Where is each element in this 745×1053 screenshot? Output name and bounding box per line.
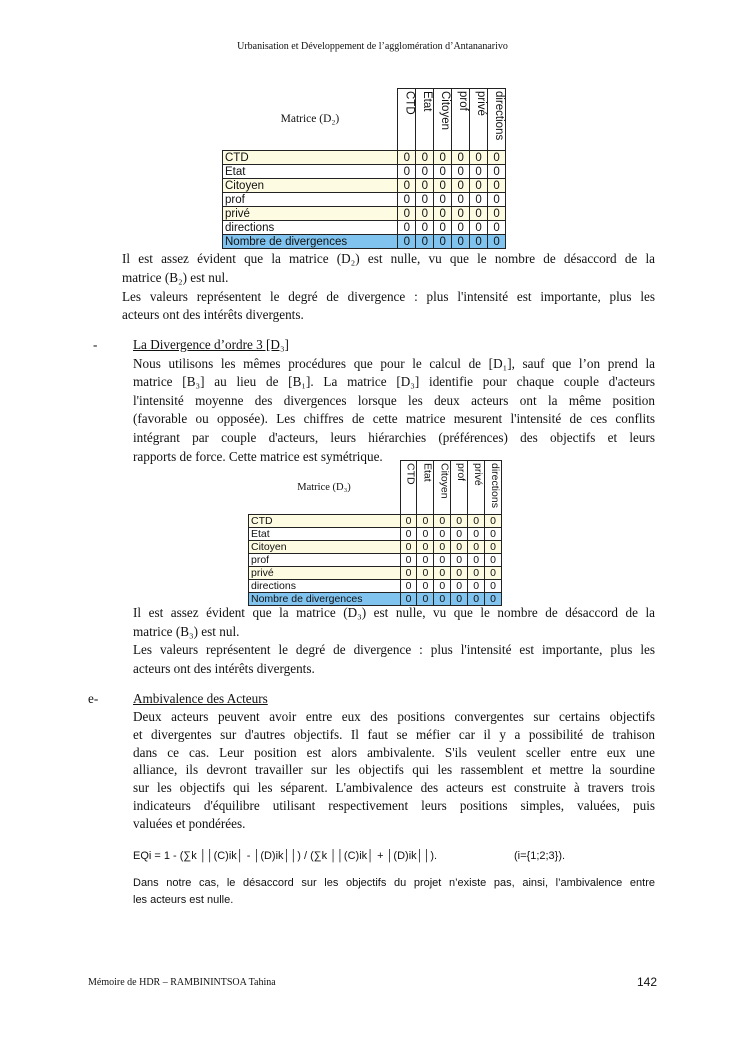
matrix-cell: 0 [416, 235, 434, 249]
matrix-cell: 0 [434, 151, 452, 165]
matrix-row [223, 235, 506, 249]
matrix-cell: 0 [400, 554, 417, 567]
bullet: e- [88, 691, 99, 706]
matrix-cell: 0 [434, 179, 452, 193]
text-line: Nous utilisons les mêmes procédures que pour le calcul de [D₁], sauf que l’on prend la [133, 355, 655, 371]
matrix-cell: 0 [485, 515, 502, 528]
matrix-cell: 0 [470, 221, 488, 235]
column-header: directions [488, 89, 506, 151]
text-line: matrice (B₂) est nul. [122, 269, 229, 285]
matrix-cell: 0 [434, 165, 452, 179]
matrix-cell: 0 [451, 554, 468, 567]
matrix-cell: 0 [398, 179, 416, 193]
row-label: directions [223, 221, 398, 235]
row-label: Etat [249, 528, 401, 541]
text-line: Deux acteurs peuvent avoir entre eux des positions convergentes sur certains objectifs [133, 709, 655, 724]
row-label: Etat [223, 165, 398, 179]
matrix-cell: 0 [417, 528, 434, 541]
text-line: Il est assez évident que la matrice (D₂) est nulle, vu que le nombre de désaccord de la [122, 251, 655, 266]
conclusion-line: Dans notre cas, le désaccord sur les objectifs du projet n’existe pas, ainsi, l’ambivalence entre [133, 877, 655, 889]
matrix-title: Matrice (D₂) [280, 113, 340, 126]
matrix-cell: 0 [400, 593, 417, 606]
matrix-row [223, 165, 506, 179]
text-line: l'intensité moyenne des divergences lorsque les deux acteurs ont la même position [133, 392, 655, 408]
text-line: alliance, ils devront travailler sur les objectifs qui les rassemblent et mettre la sourdine [133, 762, 655, 778]
matrix-cell: 0 [434, 554, 451, 567]
matrix-row [249, 593, 502, 606]
matrix-cell: 0 [417, 515, 434, 528]
matrix-cell: 0 [416, 193, 434, 207]
text-line: matrice [B₃] au lieu de [B₁]. La matrice [D₃] identifie pour chaque couple d'acteurs [133, 374, 655, 390]
matrix-cell: 0 [488, 235, 506, 249]
matrix-cell: 0 [417, 541, 434, 554]
matrix-cell: 0 [468, 541, 485, 554]
matrix-cell: 0 [488, 151, 506, 165]
page-number: 142 [637, 975, 658, 989]
matrix-row [249, 515, 502, 528]
section-heading: Ambivalence des Acteurs [133, 691, 268, 706]
matrix-cell: 0 [485, 528, 502, 541]
matrix-cell: 0 [452, 221, 470, 235]
matrix-cell: 0 [451, 541, 468, 554]
matrix-cell: 0 [451, 567, 468, 580]
matrix-row [249, 554, 502, 567]
text-line: intégrant par couple d'acteurs, leurs hiérarchies (préférences) des objectifs et leurs [133, 429, 655, 445]
matrix-cell: 0 [434, 593, 451, 606]
matrix-cell: 0 [470, 207, 488, 221]
bullet: - [93, 337, 98, 352]
formula: EQi = 1 - (∑k ││(C)ik│ - │(D)ik││) / (∑k ││(C)ik│ + │(D)ik││). [133, 850, 438, 862]
running-header: Urbanisation et Développement de l’agglomération d’Antananarivo [237, 41, 508, 52]
column-header: Citoyen [434, 89, 452, 151]
matrix-cell: 0 [451, 593, 468, 606]
matrix-cell: 0 [417, 580, 434, 593]
row-label: Nombre de divergences [249, 593, 401, 606]
matrix-cell: 0 [452, 165, 470, 179]
matrix-cell: 0 [398, 235, 416, 249]
matrix-cell: 0 [452, 207, 470, 221]
matrix-cell: 0 [400, 528, 417, 541]
matrix-cell: 0 [485, 554, 502, 567]
matrix-cell: 0 [417, 554, 434, 567]
matrix-cell: 0 [468, 515, 485, 528]
row-label: privé [249, 567, 401, 580]
matrix-cell: 0 [488, 221, 506, 235]
matrix-row [223, 151, 506, 165]
matrix-cell: 0 [452, 179, 470, 193]
matrix-cell: 0 [398, 165, 416, 179]
matrix-cell: 0 [417, 567, 434, 580]
row-label: directions [249, 580, 401, 593]
matrix-cell: 0 [485, 593, 502, 606]
row-label: CTD [249, 515, 401, 528]
matrix-cell: 0 [417, 593, 434, 606]
formula-index: (i={1;2;3}). [514, 850, 566, 862]
matrix-row [223, 179, 506, 193]
matrix-cell: 0 [468, 528, 485, 541]
column-header: Etat [416, 89, 434, 151]
text-line: rapports de force. Cette matrice est symétrique. [133, 448, 383, 464]
matrix-cell: 0 [452, 235, 470, 249]
column-header: privé [470, 89, 488, 151]
text-line: dans ce cas. Leur position est alors ambivalente. S'ils veulent sceller entre eux une [133, 744, 655, 760]
matrix-cell: 0 [451, 580, 468, 593]
matrix-cell: 0 [434, 528, 451, 541]
row-label: prof [249, 554, 401, 567]
text-line: matrice (B₃) est nul. [133, 623, 240, 639]
matrix-d3-table [248, 460, 502, 606]
section-heading: La Divergence d’ordre 3 [D₃] [133, 337, 289, 352]
column-header: Etat [417, 461, 434, 515]
matrix-cell: 0 [485, 541, 502, 554]
footer-author: Mémoire de HDR – RAMBININTSOA Tahina [88, 977, 276, 988]
matrix-row [249, 541, 502, 554]
row-label: Nombre de divergences [223, 235, 398, 249]
matrix-cell: 0 [470, 193, 488, 207]
text-line: Il est assez évident que la matrice (D₃) est nulle, vu que le nombre de désaccord de la [133, 605, 655, 620]
matrix-cell: 0 [468, 567, 485, 580]
matrix-cell: 0 [416, 179, 434, 193]
matrix-cell: 0 [452, 151, 470, 165]
matrix-cell: 0 [451, 515, 468, 528]
column-header: prof [451, 461, 468, 515]
text-line: sur les objectifs qui les séparent. L'ambivalence des acteurs est construite à travers trois [133, 780, 655, 796]
matrix-row [223, 207, 506, 221]
text-line: acteurs ont des intérêts divergents. [133, 660, 315, 676]
text-line: Les valeurs représentent le degré de divergence : plus l'intensité est importante, plus les [122, 288, 655, 304]
matrix-cell: 0 [488, 207, 506, 221]
text-line: valuées et pondérées. [133, 815, 246, 831]
matrix-cell: 0 [398, 193, 416, 207]
matrix-cell: 0 [434, 580, 451, 593]
row-label: CTD [223, 151, 398, 165]
matrix-row [223, 193, 506, 207]
matrix-cell: 0 [468, 593, 485, 606]
matrix-cell: 0 [451, 528, 468, 541]
text-line: indicateurs d'équilibre utilisant respectivement leurs positions simples, valuées, puis [133, 798, 655, 813]
matrix-cell: 0 [468, 554, 485, 567]
matrix-cell: 0 [400, 580, 417, 593]
matrix-cell: 0 [470, 151, 488, 165]
matrix-cell: 0 [416, 151, 434, 165]
matrix-d2-table [222, 88, 506, 249]
matrix-cell: 0 [416, 165, 434, 179]
matrix-cell: 0 [485, 580, 502, 593]
matrix-cell: 0 [400, 515, 417, 528]
matrix-cell: 0 [416, 221, 434, 235]
matrix-cell: 0 [468, 580, 485, 593]
matrix-cell: 0 [398, 221, 416, 235]
column-header: privé [468, 461, 485, 515]
matrix-cell: 0 [470, 235, 488, 249]
matrix-cell: 0 [485, 567, 502, 580]
column-header: directions [485, 461, 502, 515]
matrix-row [249, 567, 502, 580]
matrix-cell: 0 [434, 193, 452, 207]
matrix-cell: 0 [452, 193, 470, 207]
row-label: prof [223, 193, 398, 207]
column-header: prof [452, 89, 470, 151]
matrix-cell: 0 [434, 567, 451, 580]
matrix-row [223, 221, 506, 235]
matrix-row [249, 580, 502, 593]
matrix-cell: 0 [434, 235, 452, 249]
matrix-cell: 0 [488, 193, 506, 207]
matrix-cell: 0 [434, 515, 451, 528]
text-line: et divergentes sur d'autres objectifs. Il faut se méfier car il y a possibilité de trahison [133, 726, 655, 742]
matrix-cell: 0 [398, 207, 416, 221]
column-header: CTD [400, 461, 417, 515]
text-line: Les valeurs représentent le degré de divergence : plus l'intensité est importante, plus les [133, 642, 655, 658]
text-line: acteurs ont des intérêts divergents. [122, 307, 304, 323]
matrix-cell: 0 [400, 541, 417, 554]
column-header: CTD [398, 89, 416, 151]
matrix-cell: 0 [470, 179, 488, 193]
row-label: privé [223, 207, 398, 221]
matrix-cell: 0 [434, 207, 452, 221]
column-header: Citoyen [434, 461, 451, 515]
matrix-cell: 0 [434, 221, 452, 235]
matrix-cell: 0 [398, 151, 416, 165]
matrix-cell: 0 [488, 179, 506, 193]
text-line: (favorable ou opposée). Les chiffres de cette matrice mesurent l'intensité de ces conflits [133, 411, 655, 427]
matrix-cell: 0 [488, 165, 506, 179]
row-label: Citoyen [249, 541, 401, 554]
matrix-cell: 0 [470, 165, 488, 179]
matrix-title: Matrice (D₃) [297, 481, 351, 493]
matrix-cell: 0 [416, 207, 434, 221]
matrix-cell: 0 [400, 567, 417, 580]
matrix-cell: 0 [434, 541, 451, 554]
conclusion-line: les acteurs est nulle. [133, 893, 234, 906]
row-label: Citoyen [223, 179, 398, 193]
matrix-row [249, 528, 502, 541]
